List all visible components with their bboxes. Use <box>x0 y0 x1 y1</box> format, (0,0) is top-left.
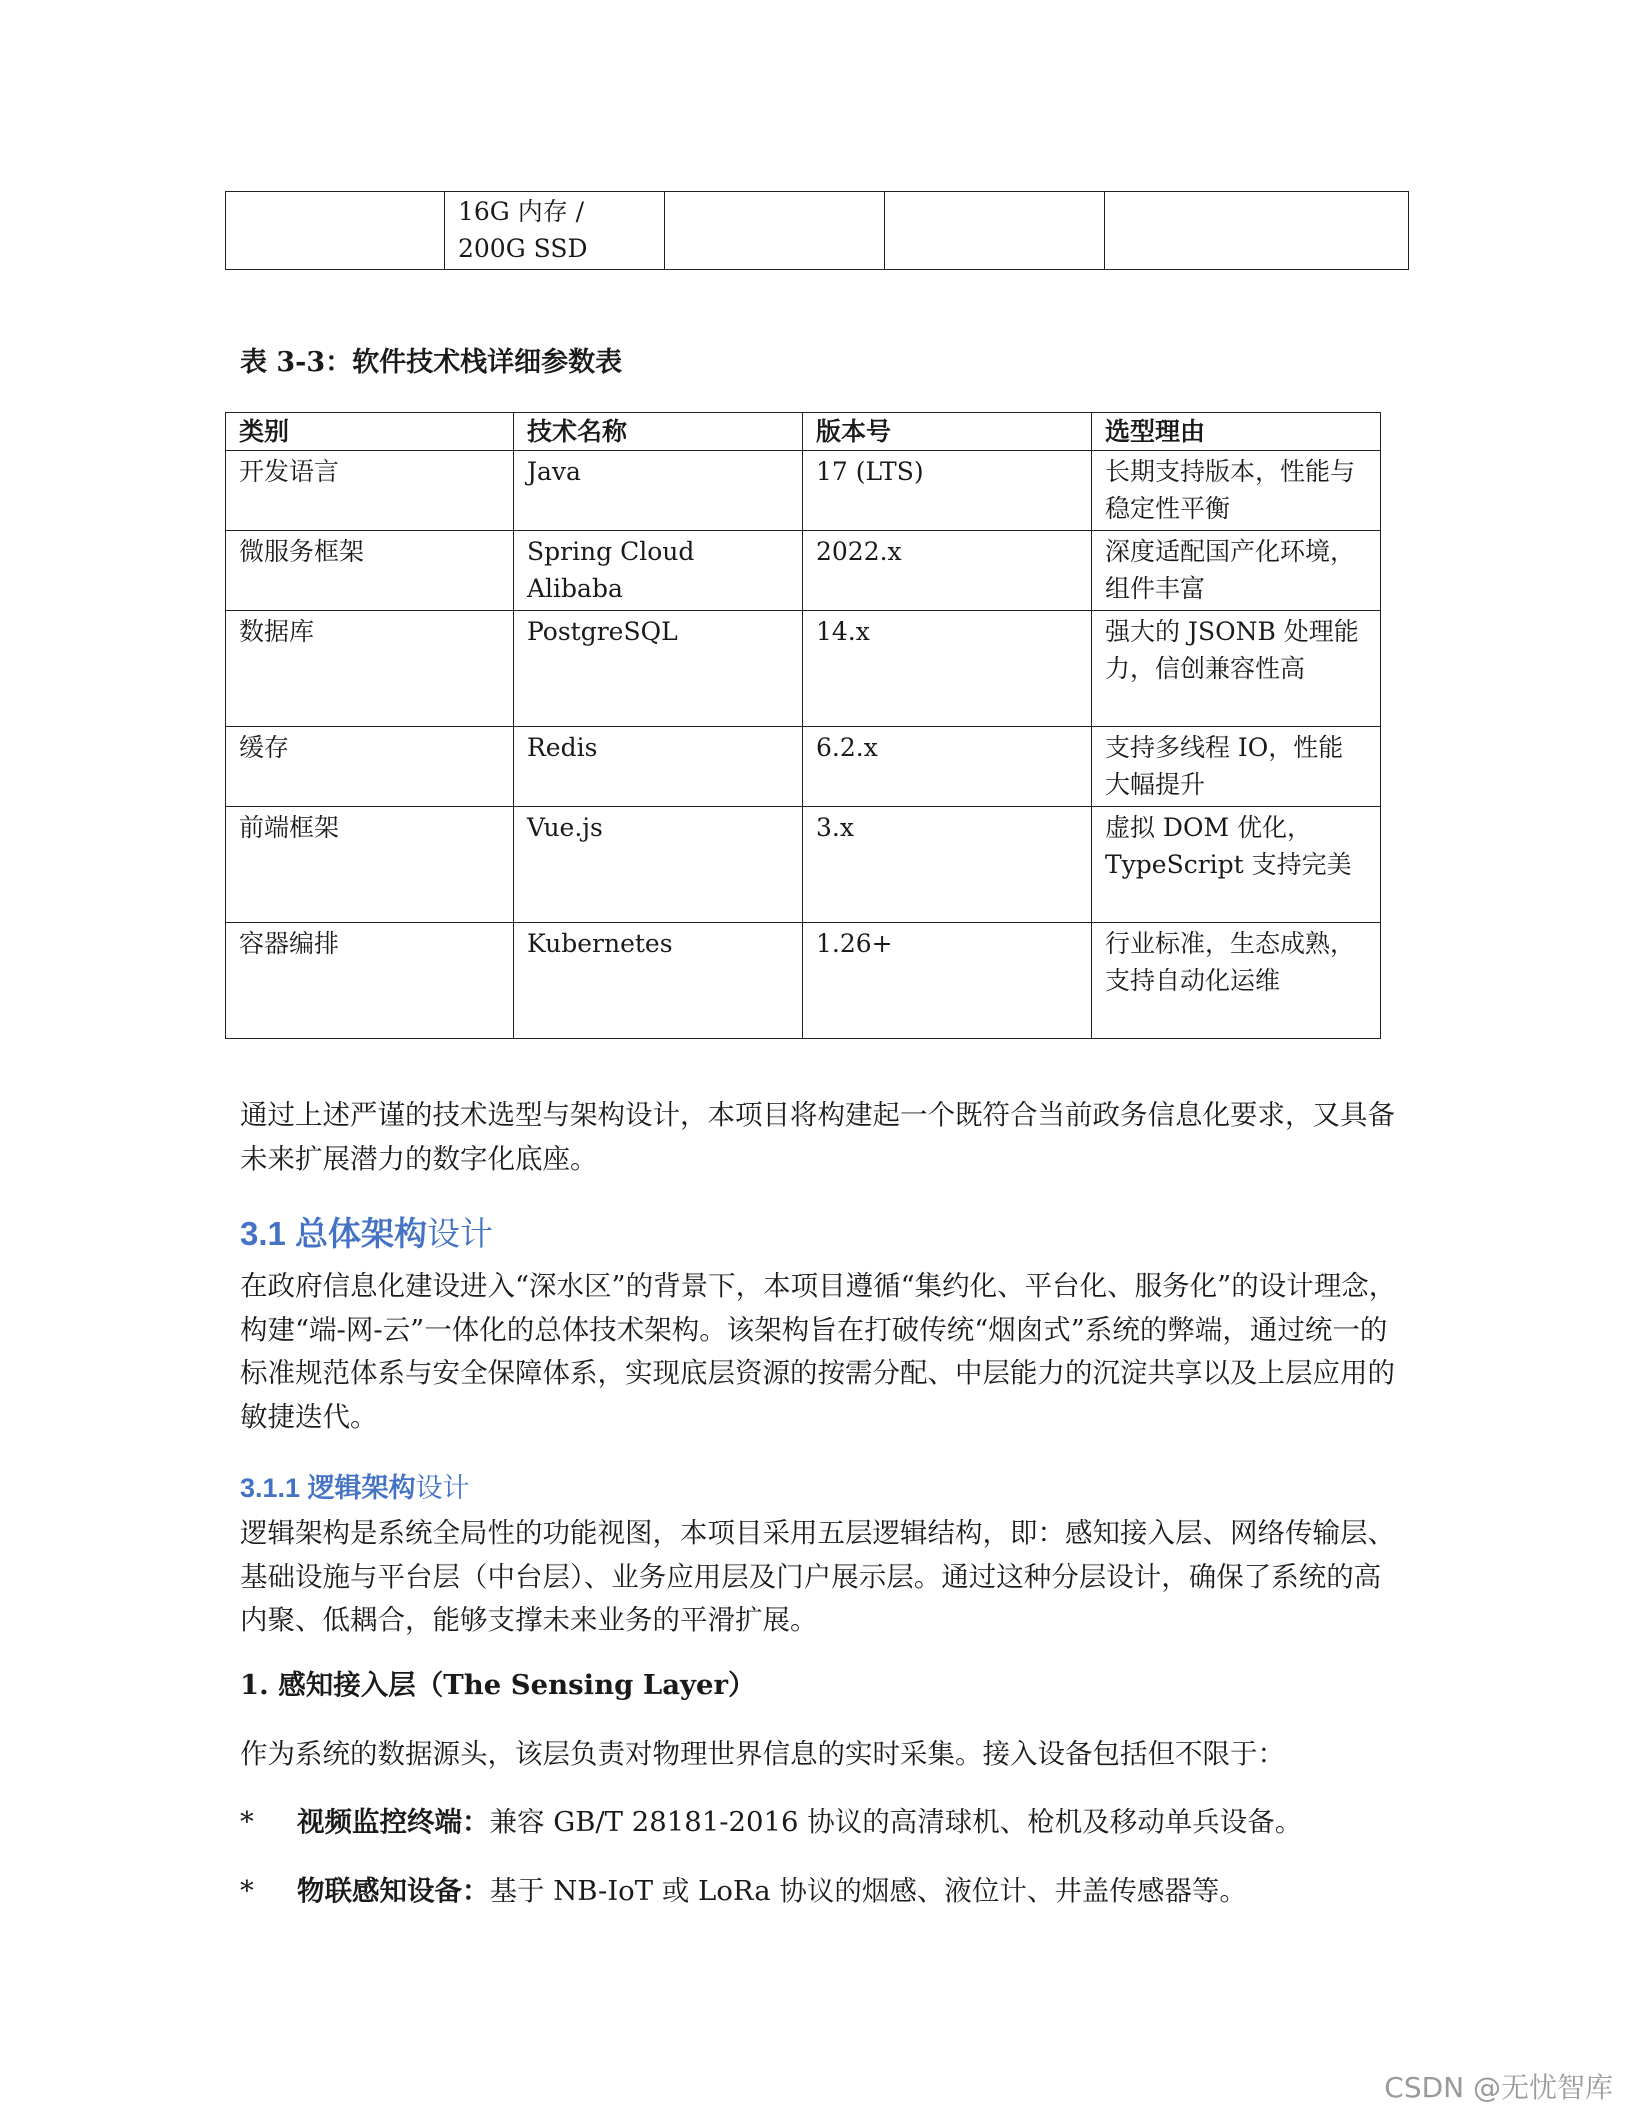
section-intro-paragraph: 在政府信息化建设进入“深水区”的背景下，本项目遵循“集约化、平台化、服务化”的设计理念，构建“端-网-云”一体化的总体技术架构。该架构旨在打破传统“烟囱式”系统的弊端，通过统一的标准规范体系与安全保障体系，实现底层资源的按需分配、中层能力的沉淀共享以及上层应用的敏捷迭代。 <box>240 1270 1397 1433</box>
table-cell: 微服务框架 <box>226 531 514 611</box>
conclusion-paragraph: 通过上述严谨的技术选型与架构设计，本项目将构建起一个既符合当前政务信息化要求，又具备未来扩展潜力的数字化底座。 <box>240 1099 1395 1175</box>
subsection-title-rest: 设计 <box>415 1473 470 1503</box>
table-cell: 1.26+ <box>802 923 1091 1039</box>
table-row <box>226 451 1381 531</box>
table-cell <box>665 192 885 270</box>
table-row <box>226 807 1381 923</box>
subsection-heading <box>240 1468 470 1508</box>
table-cell: Vue.js <box>513 807 802 923</box>
table-cell: 容器编排 <box>226 923 514 1039</box>
table-row <box>226 531 1381 611</box>
table-cell <box>885 192 1105 270</box>
watermark: CSDN @无忧智库 <box>1384 2071 1613 2104</box>
column-header-reason: 选型理由 <box>1091 413 1380 451</box>
table-cell: 14.x <box>802 611 1091 727</box>
section-number: 3.1 <box>240 1215 296 1252</box>
table-cell: 虚拟 DOM 优化，TypeScript 支持完美 <box>1091 807 1380 923</box>
table-cell <box>226 192 445 270</box>
table-cell: 长期支持版本，性能与稳定性平衡 <box>1091 451 1380 531</box>
section-title-bold: 总体架构 <box>295 1215 428 1252</box>
logic-architecture-paragraph: 逻辑架构是系统全局性的功能视图，本项目采用五层逻辑结构，即：感知接入层、网络传输层、基础设施与平台层（中台层）、业务应用层及门户展示层。通过这种分层设计，确保了系统的高内聚、低耦合，能够支撑未来业务的平滑扩展。 <box>240 1517 1395 1636</box>
bullet-label: 视频监控终端： <box>297 1806 490 1838</box>
subsection-title-bold: 逻辑架构 <box>307 1473 416 1503</box>
section-title-rest: 设计 <box>427 1215 494 1252</box>
table-cell: 深度适配国产化环境，组件丰富 <box>1091 531 1380 611</box>
bullet-marker: * <box>240 1806 254 1838</box>
table-cell: 强大的 JSONB 处理能力，信创兼容性高 <box>1091 611 1380 727</box>
column-header-tech-name: 技术名称 <box>513 413 802 451</box>
bullet-label: 物联感知设备： <box>297 1875 490 1907</box>
layer-heading: 1. 感知接入层（The Sensing Layer） <box>240 1669 756 1701</box>
bullet-text: 兼容 GB/T 28181-2016 协议的高清球机、枪机及移动单兵设备。 <box>489 1806 1303 1838</box>
table-cell-memory-storage: 16G 内存 / 200G SSD <box>445 192 665 270</box>
table-cell: Java <box>513 451 802 531</box>
table-cell: 6.2.x <box>802 727 1091 807</box>
table-row <box>226 727 1381 807</box>
column-header-version: 版本号 <box>802 413 1091 451</box>
table-row <box>226 611 1381 727</box>
table-row <box>226 192 1409 270</box>
table-cell: Redis <box>513 727 802 807</box>
table-cell: 17 (LTS) <box>802 451 1091 531</box>
section-heading <box>240 1212 493 1256</box>
table-cell: PostgreSQL <box>513 611 802 727</box>
table-cell: 支持多线程 IO，性能大幅提升 <box>1091 727 1380 807</box>
table-header-row <box>226 413 1381 451</box>
table-cell: Spring Cloud Alibaba <box>513 531 802 611</box>
table-cell <box>1105 192 1409 270</box>
list-item <box>240 1802 1302 1842</box>
previous-table-continuation <box>225 191 1409 270</box>
table-caption: 表 3-3：软件技术栈详细参数表 <box>240 347 623 378</box>
table-cell: 开发语言 <box>226 451 514 531</box>
software-stack-table <box>225 412 1381 1039</box>
table-row <box>226 923 1381 1039</box>
table-cell: 前端框架 <box>226 807 514 923</box>
list-item <box>240 1871 1247 1911</box>
subsection-number: 3.1.1 <box>240 1473 308 1503</box>
layer-intro-paragraph: 作为系统的数据源头，该层负责对物理世界信息的实时采集。接入设备包括但不限于： <box>240 1738 1285 1770</box>
table-cell: Kubernetes <box>513 923 802 1039</box>
bullet-marker: * <box>240 1875 254 1907</box>
bullet-text: 基于 NB-IoT 或 LoRa 协议的烟感、液位计、井盖传感器等。 <box>489 1875 1247 1907</box>
table-cell: 3.x <box>802 807 1091 923</box>
column-header-category: 类别 <box>226 413 514 451</box>
table-cell: 缓存 <box>226 727 514 807</box>
table-cell: 行业标准，生态成熟，支持自动化运维 <box>1091 923 1380 1039</box>
table-cell: 2022.x <box>802 531 1091 611</box>
table-cell: 数据库 <box>226 611 514 727</box>
